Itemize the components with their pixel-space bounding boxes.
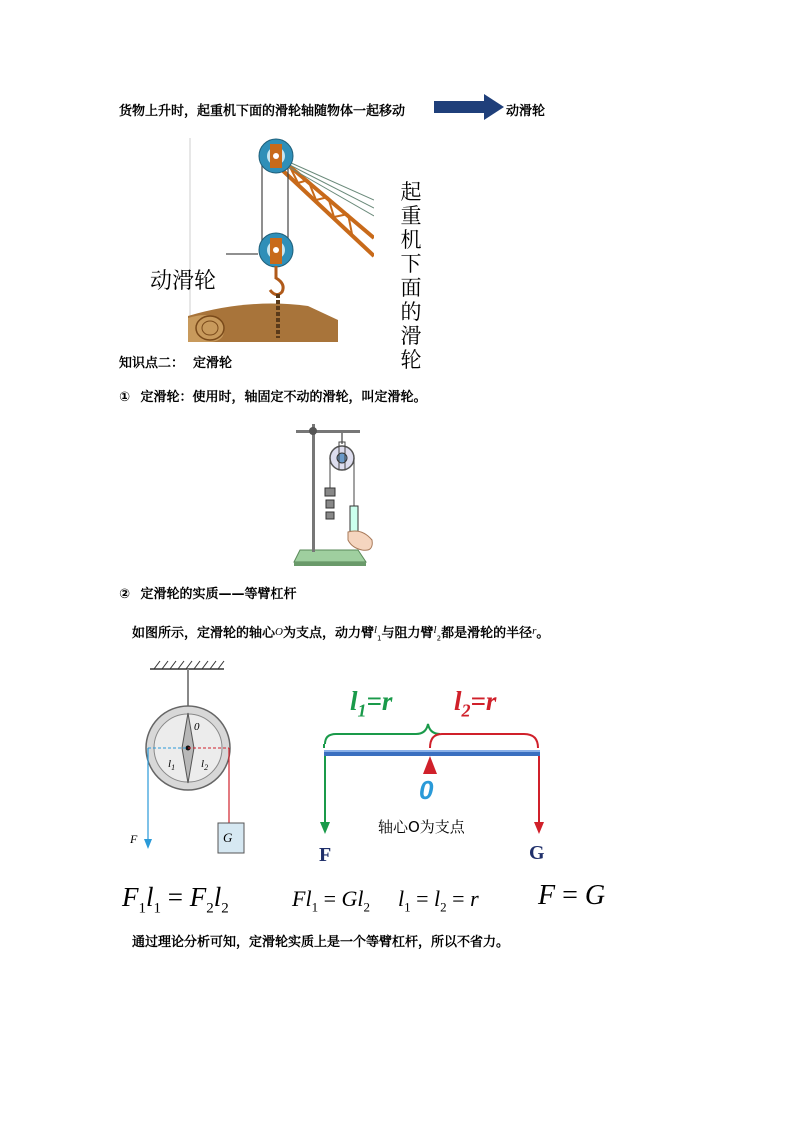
para-text: 。	[536, 626, 550, 641]
subscript: 2	[206, 900, 214, 917]
symbol-r: r	[532, 625, 537, 637]
section-heading: 知识点二： 定滑轮	[119, 356, 233, 371]
right-arrow-icon	[434, 94, 506, 120]
para-text: 与阻力臂	[381, 626, 434, 641]
eq-text: =r	[366, 686, 393, 716]
equals: =	[318, 886, 342, 911]
subscript: 1	[311, 899, 319, 915]
intro-arrow-target: 动滑轮	[506, 104, 546, 119]
equals: =	[446, 886, 471, 911]
sym: l	[434, 886, 441, 911]
caption-char: 滑	[400, 324, 422, 348]
caption-char: 的	[400, 300, 422, 324]
l1-text: l	[168, 758, 172, 770]
para-text: 为支点，动力臂	[282, 626, 374, 641]
caption-char: 重	[400, 204, 422, 228]
sym: G	[584, 880, 606, 911]
sym: F	[292, 886, 306, 911]
crane-vertical-caption	[398, 180, 424, 372]
lever-left-arm-label	[350, 686, 392, 721]
caption-char: 机	[400, 228, 422, 252]
fixed-pulley-apparatus-illustration	[292, 420, 376, 570]
sym: G	[341, 886, 358, 911]
formula-force-load	[292, 886, 370, 915]
l2-text: l	[454, 686, 462, 716]
formula-lever-balance	[122, 882, 229, 917]
subscript: 2	[221, 900, 229, 917]
pulley-label-O: 0	[194, 721, 200, 733]
pulley-label-G: G	[223, 830, 233, 845]
point-two	[119, 583, 297, 602]
para-text: 都是滑轮的半径	[441, 626, 533, 641]
equals: =	[410, 886, 435, 911]
pulley-label-F: F	[130, 832, 138, 846]
symbol-l2: l	[433, 624, 437, 636]
point-number: ②	[119, 587, 131, 602]
para-text: 如图所示，定滑轮的轴心	[132, 626, 276, 641]
pulley-label-l2	[201, 758, 208, 772]
lever-force-G: G	[529, 842, 545, 864]
subscript: 2	[204, 763, 209, 773]
point-text: 定滑轮的实质——等臂杠杆	[140, 587, 297, 602]
subscript: 1	[171, 763, 176, 773]
conclusion-text: 通过理论分析可知，定滑轮实质上是一个等臂杠杆，所以不省力。	[132, 935, 510, 950]
sym: l	[398, 886, 405, 911]
caption-char: 面	[400, 276, 422, 300]
sym: F	[189, 882, 207, 912]
subscript: 1	[138, 900, 146, 917]
sym: F	[122, 882, 139, 912]
sym: r	[470, 886, 479, 911]
sym: F	[538, 880, 556, 911]
subscript: 1	[377, 634, 382, 643]
symbol-l1: l	[373, 624, 378, 636]
equals: =	[161, 882, 190, 912]
lever-pivot-label: 0	[419, 775, 434, 805]
movable-pulley-label: 动滑轮	[150, 268, 217, 293]
formula-equal-arms	[398, 886, 479, 915]
subscript: 1	[357, 700, 367, 721]
caption-char: 轮	[400, 348, 422, 372]
point-number: ①	[119, 390, 131, 405]
subscript: 2	[440, 899, 447, 915]
lever-caption: 轴心O为支点	[378, 818, 465, 836]
pulley-label-l1	[168, 758, 175, 772]
equals: =	[555, 880, 585, 911]
subscript: 1	[153, 900, 162, 917]
l2-text: l	[201, 758, 205, 770]
explanation-paragraph	[132, 622, 549, 643]
intro-text: 货物上升时，起重机下面的滑轮轴随物体一起移动	[119, 104, 406, 119]
fixed-pulley-force-diagram	[128, 655, 252, 855]
subscript: 1	[404, 899, 411, 915]
crane-pulley-illustration	[188, 138, 374, 342]
symbol-O: O	[275, 626, 283, 638]
subscript: 2	[436, 634, 442, 643]
point-one	[119, 386, 427, 405]
point-text: 定滑轮：使用时，轴固定不动的滑轮，叫定滑轮。	[140, 390, 427, 405]
subscript: 2	[363, 899, 371, 915]
lever-force-F: F	[319, 844, 332, 866]
caption-char: 下	[400, 252, 422, 276]
sym: l	[213, 882, 222, 912]
sym: l	[357, 886, 364, 911]
formula-F-equals-G	[538, 880, 605, 912]
lever-right-arm-label	[454, 686, 496, 721]
eq-text: =r	[470, 686, 497, 716]
subscript: 2	[461, 700, 471, 721]
l1-text: l	[350, 686, 358, 716]
sym: l	[146, 882, 154, 912]
sym: l	[305, 886, 312, 911]
caption-char: 起	[400, 180, 422, 204]
